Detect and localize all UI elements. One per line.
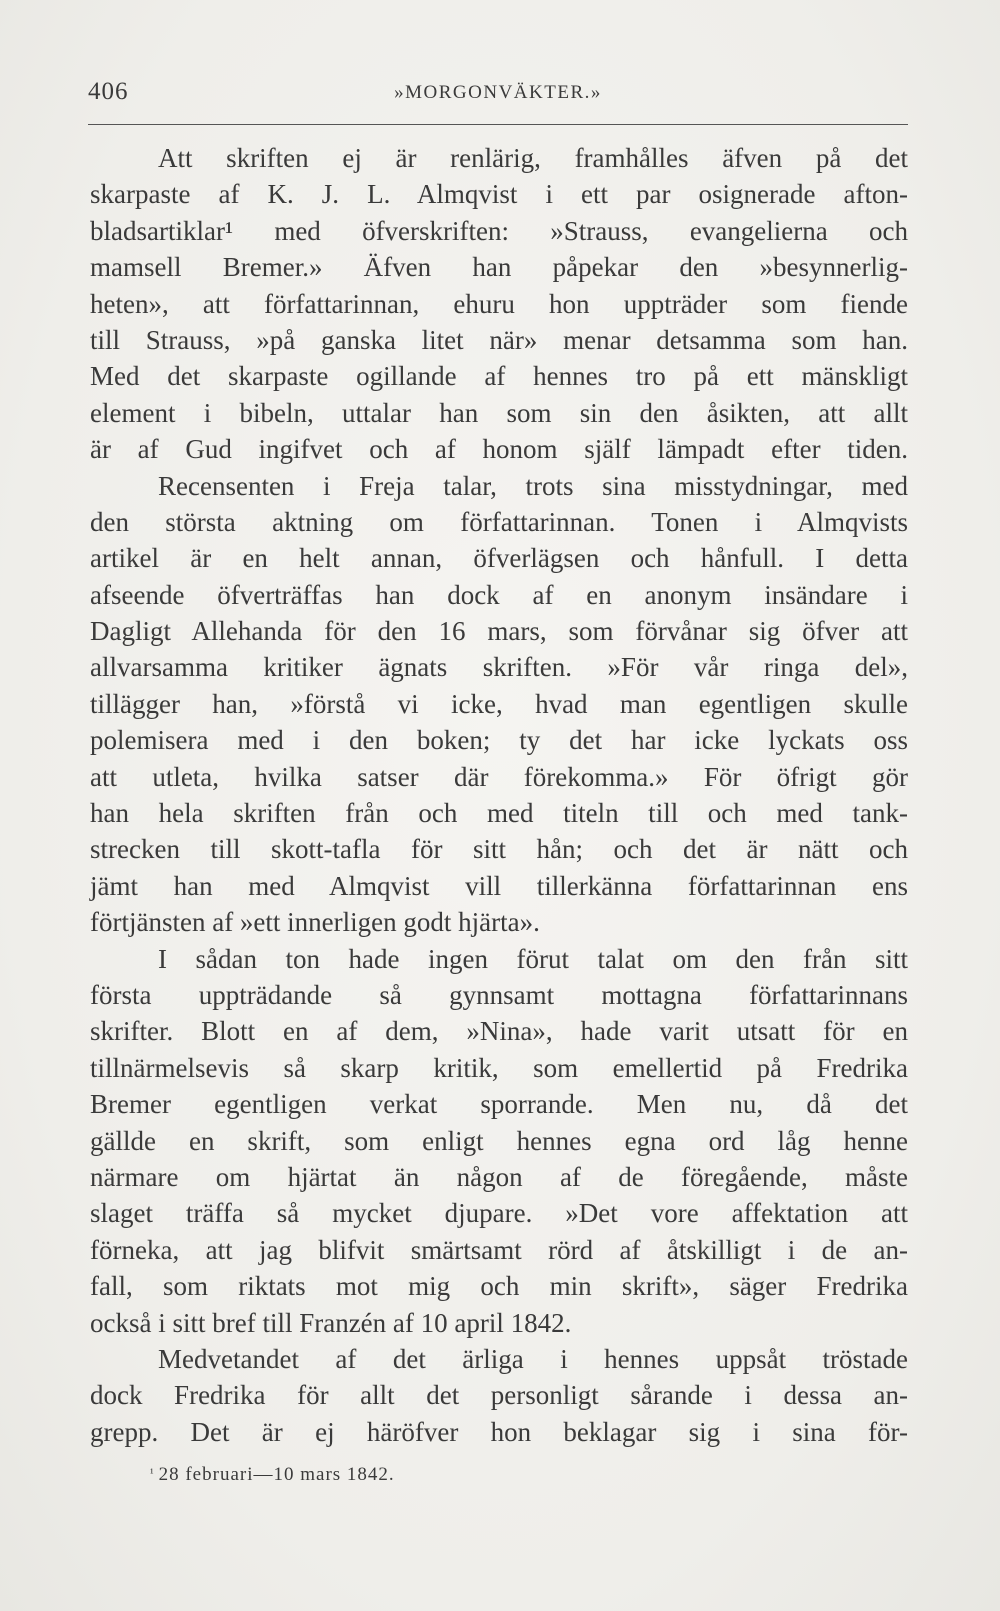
footnote-text: 28 februari—10 mars 1842.	[158, 1464, 395, 1485]
page-header	[88, 74, 908, 110]
text-line: Recensenten i Freja talar, trots sina misstydningar, med	[158, 470, 908, 501]
text-line: fall, som riktats mot mig och min skrift», säger Fredrika	[90, 1271, 908, 1302]
text-line: afseende öfverträffas han dock af en anonym insändare i	[90, 579, 908, 610]
text-line: skarpaste af K. J. L. Almqvist i ett par osignerade afton-	[90, 179, 908, 210]
text-line: skrifter. Blott en af dem, »Nina», hade varit utsatt för en	[90, 1016, 908, 1047]
text-line: dock Fredrika för allt det personligt sårande i dessa an-	[90, 1380, 908, 1411]
header-rule	[88, 124, 908, 125]
text-line: grepp. Det är ej häröfver hon beklagar sig i sina för-	[90, 1416, 908, 1447]
text-line: förneka, att jag blifvit smärtsamt rörd af åtskilligt i de an-	[90, 1234, 908, 1265]
running-title: »MORGONVÄKTER.»	[394, 82, 602, 103]
text-line: närmare om hjärtat än någon af de föregående, måste	[90, 1161, 908, 1192]
body-text	[90, 140, 908, 1450]
text-line: polemisera med i den boken; ty det har icke lyckats oss	[90, 725, 908, 756]
text-line: gällde en skrift, som enligt hennes egna ord låg henne	[90, 1125, 908, 1156]
text-line: han hela skriften från och med titeln till och med tank-	[90, 798, 908, 829]
footnote	[150, 1464, 395, 1486]
text-line: tillägger han, »förstå vi icke, hvad man egentligen skulle	[90, 688, 908, 719]
text-line: mamsell Bremer.» Äfven han påpekar den »besynnerlig-	[90, 252, 908, 283]
text-line: tillnärmelsevis så skarp kritik, som emellertid på Fredrika	[90, 1052, 908, 1083]
footnote-marker: ¹	[150, 1466, 155, 1480]
text-line: också i sitt bref till Franzén af 10 april 1842.	[90, 1307, 572, 1338]
text-line: förtjänsten af »ett innerligen godt hjärta».	[90, 907, 540, 938]
text-line: allvarsamma kritiker ägnats skriften. »För vår ringa del»,	[90, 652, 908, 683]
text-line: Dagligt Allehanda för den 16 mars, som förvånar sig öfver att	[90, 616, 908, 647]
text-line: strecken till skott-tafla för sitt hån; och det är nätt och	[90, 834, 908, 865]
text-line: I sådan ton hade ingen förut talat om den från sitt	[158, 943, 908, 974]
page-number: 406	[88, 78, 129, 105]
text-line: bladsartiklar¹ med öfverskriften: »Strauss, evangelierna och	[90, 215, 908, 246]
text-line: Med det skarpaste ogillande af hennes tro på ett mänskligt	[90, 361, 908, 392]
text-line: den största aktning om författarinnan. Tonen i Almqvists	[90, 506, 908, 537]
text-line: första uppträdande så gynnsamt mottagna författarinnans	[90, 979, 908, 1010]
text-line: heten», att författarinnan, ehuru hon uppträder som fiende	[90, 288, 908, 319]
text-line: är af Gud ingifvet och af honom själf lämpadt efter tiden.	[90, 434, 908, 465]
text-line: Bremer egentligen verkat sporrande. Men nu, då det	[90, 1089, 908, 1120]
text-line: att utleta, hvilka satser där förekomma.» För öfrigt gör	[90, 761, 908, 792]
text-line: element i bibeln, uttalar han som sin den åsikten, att allt	[90, 397, 908, 428]
text-line: jämt han med Almqvist vill tillerkänna författarinnan ens	[90, 870, 908, 901]
text-line: Att skriften ej är renlärig, framhålles äfven på det	[158, 143, 908, 173]
text-line: Medvetandet af det ärliga i hennes uppsåt tröstade	[158, 1343, 908, 1374]
text-line: till Strauss, »på ganska litet när» menar detsamma som han.	[90, 324, 908, 355]
text-line: artikel är en helt annan, öfverlägsen och hånfull. I detta	[90, 543, 908, 574]
text-line: slaget träffa så mycket djupare. »Det vore affektation att	[90, 1198, 908, 1229]
